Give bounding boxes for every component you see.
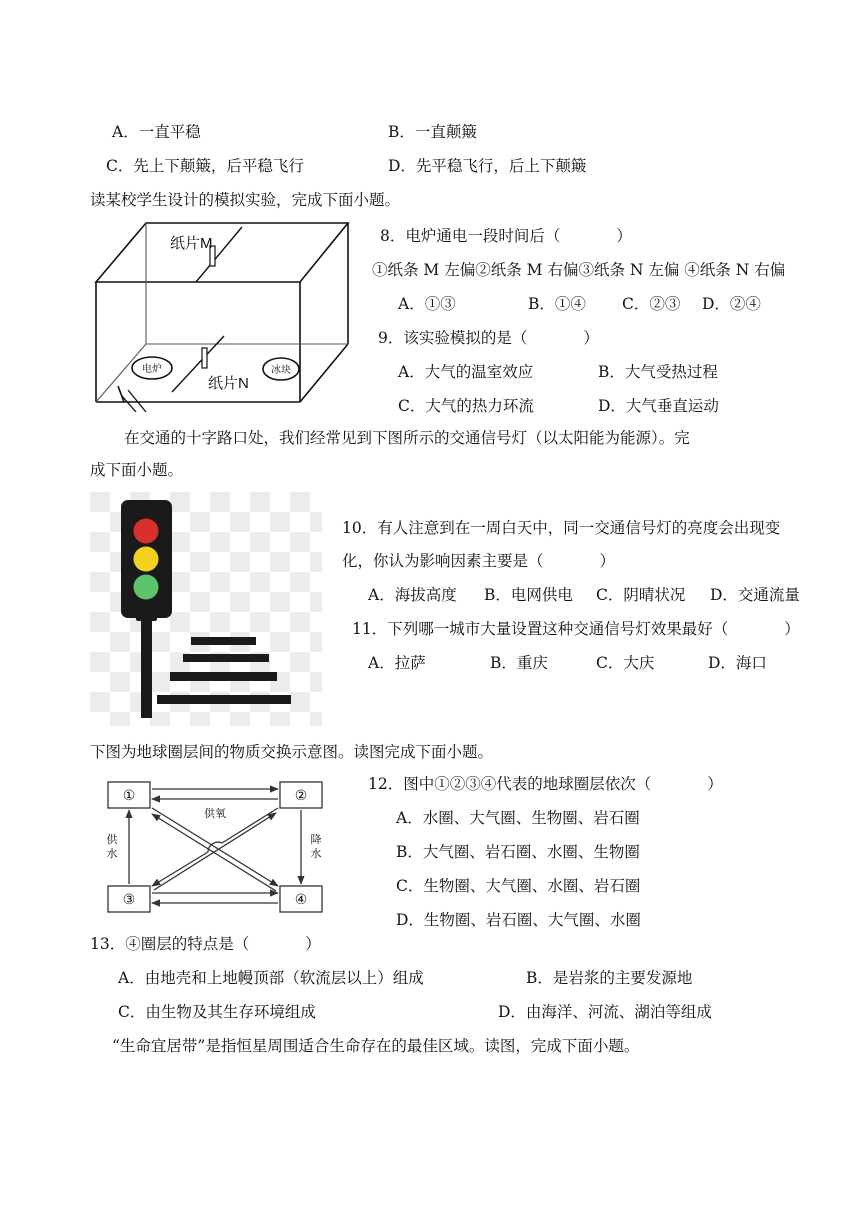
q12-stem: 12．图中①②③④代表的地球圈层依次（ ） — [368, 775, 723, 793]
q10-stem-line1: 10．有人注意到在一周白天中，同一交通信号灯的亮度会出现变 — [342, 519, 781, 537]
stove-label: 电炉 — [142, 364, 162, 375]
q9-option-d: D．大气垂直运动 — [598, 397, 719, 415]
q10-option-a: A．海拔高度 — [368, 586, 457, 604]
paper-n-label: 纸片N — [208, 375, 249, 392]
q11-stem: 11．下列哪一城市大量设置这种交通信号灯效果最好（ ） — [352, 620, 800, 638]
q11-option-c: C．大庆 — [596, 654, 655, 672]
red-light — [134, 519, 159, 544]
earth-spheres-diagram — [100, 775, 332, 917]
green-light — [134, 575, 159, 600]
q12-option-c: C．生物圈、大气圈、水圈、岩石圈 — [396, 877, 641, 895]
box-top-face — [96, 223, 348, 282]
q11-option-b: B．重庆 — [490, 654, 548, 672]
q8-option-d: D．②④ — [702, 295, 761, 313]
q13-option-c: C．由生物及其生存环境组成 — [118, 1003, 316, 1021]
sphere-label-2: ② — [294, 788, 308, 804]
rain-label-1: 降 — [310, 833, 322, 846]
q11-option-a: A．拉萨 — [368, 654, 426, 672]
q8-stem: 8．电炉通电一段时间后（ ） — [380, 227, 632, 245]
q11-option-d: D．海口 — [708, 654, 767, 672]
intro-traffic-line2: 成下面小题。 — [90, 461, 184, 479]
q7-option-a: A．一直平稳 — [112, 123, 201, 141]
q12-option-a: A．水圈、大气圈、生物圈、岩石圈 — [396, 809, 640, 827]
q7-option-b: B．一直颠簸 — [388, 123, 477, 141]
q7-option-c: C．先上下颠簸，后平稳飞行 — [106, 157, 304, 175]
q9-option-c: C．大气的热力环流 — [398, 397, 534, 415]
q9-option-b: B．大气受热过程 — [598, 363, 718, 381]
q13-option-d: D．由海洋、河流、湖泊等组成 — [498, 1003, 712, 1021]
q8-option-b: B．①④ — [528, 295, 586, 313]
sphere-label-3: ③ — [122, 892, 136, 908]
q7-option-d: D．先平稳飞行，后上下颠簸 — [388, 157, 587, 175]
q8-option-c: C．②③ — [622, 295, 681, 313]
q8-option-a: A．①③ — [398, 295, 456, 313]
oxygen-label: 供氧 — [204, 807, 226, 820]
rain-label-2: 水 — [310, 847, 322, 860]
q10-option-b: B．电网供电 — [484, 586, 573, 604]
q12-option-d: D．生物圈、岩石圈、大气圈、水圈 — [396, 911, 641, 929]
sphere-label-1: ① — [122, 788, 136, 804]
q13-option-a: A．由地壳和上地幔顶部（软流层以上）组成 — [118, 969, 424, 987]
q10-stem-line2: 化，你认为影响因素主要是（ ） — [342, 552, 616, 570]
signal-pole — [141, 610, 152, 718]
intro-habitable: “生命宜居带”是指恒星周围适合生命存在的最佳区域。读图，完成下面小题。 — [112, 1037, 640, 1055]
supply-water-label-2: 水 — [106, 847, 118, 860]
paper-n-strip — [202, 348, 207, 368]
crosswalk-stripe-1 — [191, 637, 256, 645]
sphere-label-4: ④ — [294, 892, 308, 908]
traffic-light-image — [90, 492, 322, 726]
yellow-light — [134, 547, 159, 572]
crosswalk-stripe-4 — [157, 695, 291, 704]
q10-option-c: C．阴晴状况 — [596, 586, 686, 604]
intro-experiment: 读某校学生设计的模拟实验，完成下面小题。 — [90, 191, 401, 209]
crosswalk-stripe-2 — [183, 654, 269, 662]
experiment-box-diagram — [92, 220, 354, 412]
crosswalk-stripe-3 — [170, 672, 277, 681]
ice-label: 冰块 — [271, 365, 291, 376]
q9-stem: 9．该实验模拟的是（ ） — [378, 329, 599, 347]
q9-option-a: A．大气的温室效应 — [398, 363, 534, 381]
q13-stem: 13．④圈层的特点是（ ） — [90, 935, 321, 953]
q10-option-d: D．交通流量 — [710, 586, 800, 604]
intro-spheres: 下图为地球圈层间的物质交换示意图。读图完成下面小题。 — [90, 743, 494, 761]
supply-water-label-1: 供 — [106, 833, 118, 846]
intro-traffic-line1: 在交通的十字路口处，我们经常见到下图所示的交通信号灯（以太阳能为能源）。完 — [124, 429, 690, 447]
paper-m-label: 纸片M — [170, 235, 213, 252]
q12-option-b: B．大气圈、岩石圈、水圈、生物圈 — [396, 843, 640, 861]
q13-option-b: B．是岩浆的主要发源地 — [526, 969, 693, 987]
q8-items: ①纸条 M 左偏②纸条 M 右偏③纸条 N 左偏 ④纸条 N 右偏 — [372, 261, 786, 279]
